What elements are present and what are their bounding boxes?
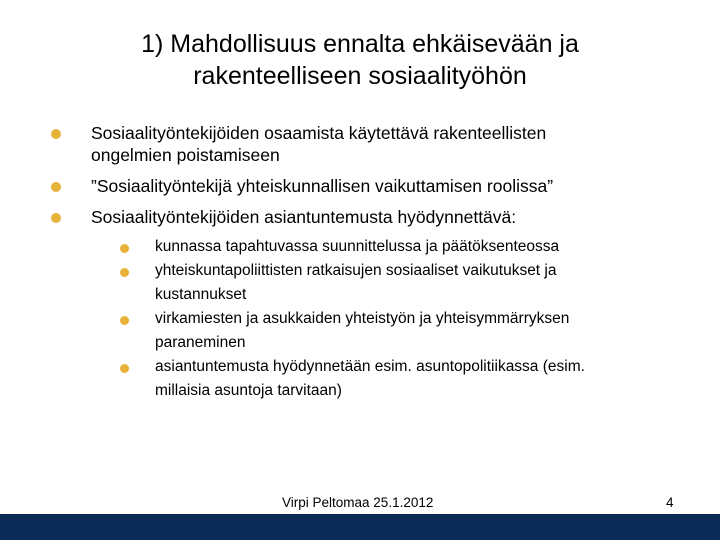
bullet-item (91, 122, 691, 166)
bullet-dot-icon (51, 129, 61, 139)
bullet-item (91, 206, 691, 228)
footer-bar (0, 514, 720, 540)
sub-bullet-text-line: kustannukset (155, 286, 247, 303)
sub-bullet-dot-icon (120, 268, 129, 277)
bullet-dot-icon (51, 182, 61, 192)
sub-bullet-text-line: virkamiesten ja asukkaiden yhteistyön ja yhteisymmärryksen (155, 310, 570, 327)
sub-bullet-dot-icon (120, 244, 129, 253)
sub-bullet-text-line: asiantuntemusta hyödynnetään esim. asuntopolitiikassa (esim. (155, 358, 585, 375)
sub-bullet-dot-icon (120, 364, 129, 373)
slide-number: 4 (666, 495, 674, 510)
sub-bullet-text-line: kunnassa tapahtuvassa suunnittelussa ja päätöksenteossa (155, 238, 560, 255)
sub-bullet-dot-icon (120, 316, 129, 325)
slide-title-line2: rakenteelliseen sosiaalityöhön (193, 62, 527, 90)
sub-bullet-item (155, 307, 675, 355)
slide-title (60, 28, 660, 92)
sub-bullet-text-line: yhteiskuntapoliittisten ratkaisujen sosiaaliset vaikutukset ja (155, 262, 557, 279)
bullet-text-line: Sosiaalityöntekijöiden osaamista käytettävä rakenteellisten (91, 123, 547, 143)
footer-author-date: Virpi Peltomaa 25.1.2012 (282, 495, 434, 510)
bullet-text-line: Sosiaalityöntekijöiden asiantuntemusta hyödynnettävä: (91, 207, 517, 227)
bullet-dot-icon (51, 213, 61, 223)
sub-bullet-text-line: millaisia asuntoja tarvitaan) (155, 382, 342, 399)
bullet-text-line: ”Sosiaalityöntekijä yhteiskunnallisen vaikuttamisen roolissa” (91, 176, 554, 196)
sub-bullet-text-line: paraneminen (155, 334, 246, 351)
slide-title-line1: 1) Mahdollisuus ennalta ehkäisevään ja (141, 30, 579, 58)
sub-bullet-item (155, 259, 675, 307)
sub-bullet-item (155, 355, 675, 403)
bullet-item (91, 175, 691, 197)
bullet-text-line: ongelmien poistamiseen (91, 145, 280, 165)
sub-bullet-item (155, 235, 675, 259)
